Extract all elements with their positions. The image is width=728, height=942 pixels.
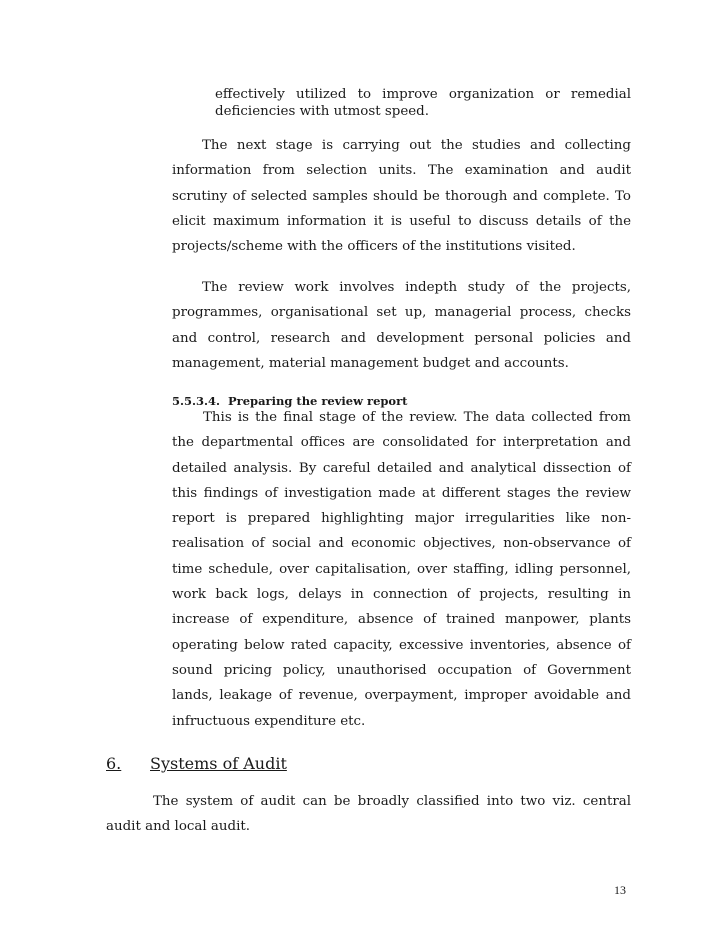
page-number: 13: [614, 883, 626, 897]
section-title: Systems of Audit: [150, 754, 287, 773]
section-heading: [106, 754, 287, 774]
paragraph-review-work: The review work involves indepth study of the projects, programmes, organisational set up, managerial process, checks and control, research and development personal policies and management, material management budget and accounts.: [172, 280, 631, 371]
subsection-title: Preparing the review report: [228, 394, 408, 408]
paragraph-final-stage: This is the final stage of the review. The data collected from the departmental offices are consolidated for interpretation and detailed analysis. By careful detailed and analytical dissection of this findings of investigation made at different stages the review report is prepared highlighting major irregularities like non-realisation of social and economic objectives, non-observance of time schedule, over capitalisation, over staffing, idling personnel, work back logs, delays in connection of projects, resulting in increase of expenditure, absence of trained manpower, plants operating below rated capacity, excessive inventories, absence of sound pricing policy, unauthorised occupation of Government lands, leakage of revenue, overpayment, improper avoidable and infructuous expenditure etc.: [172, 410, 631, 729]
section-number: 6.: [106, 754, 122, 773]
subsection-number: 5.5.3.4.: [172, 394, 221, 408]
paragraph-continuation: effectively utilized to improve organization or remedial deficiencies with utmost speed.: [215, 87, 631, 119]
paragraph-systems-of-audit: The system of audit can be broadly classified into two viz. central audit and local audit.: [106, 794, 631, 835]
paragraph-next-stage: The next stage is carrying out the studies and collecting information from selection units. The examination and audit scrutiny of selected samples should be thorough and complete. To elicit maximum information it is useful to discuss details of the projects/scheme with the officers of the institutions visited.: [172, 138, 631, 255]
